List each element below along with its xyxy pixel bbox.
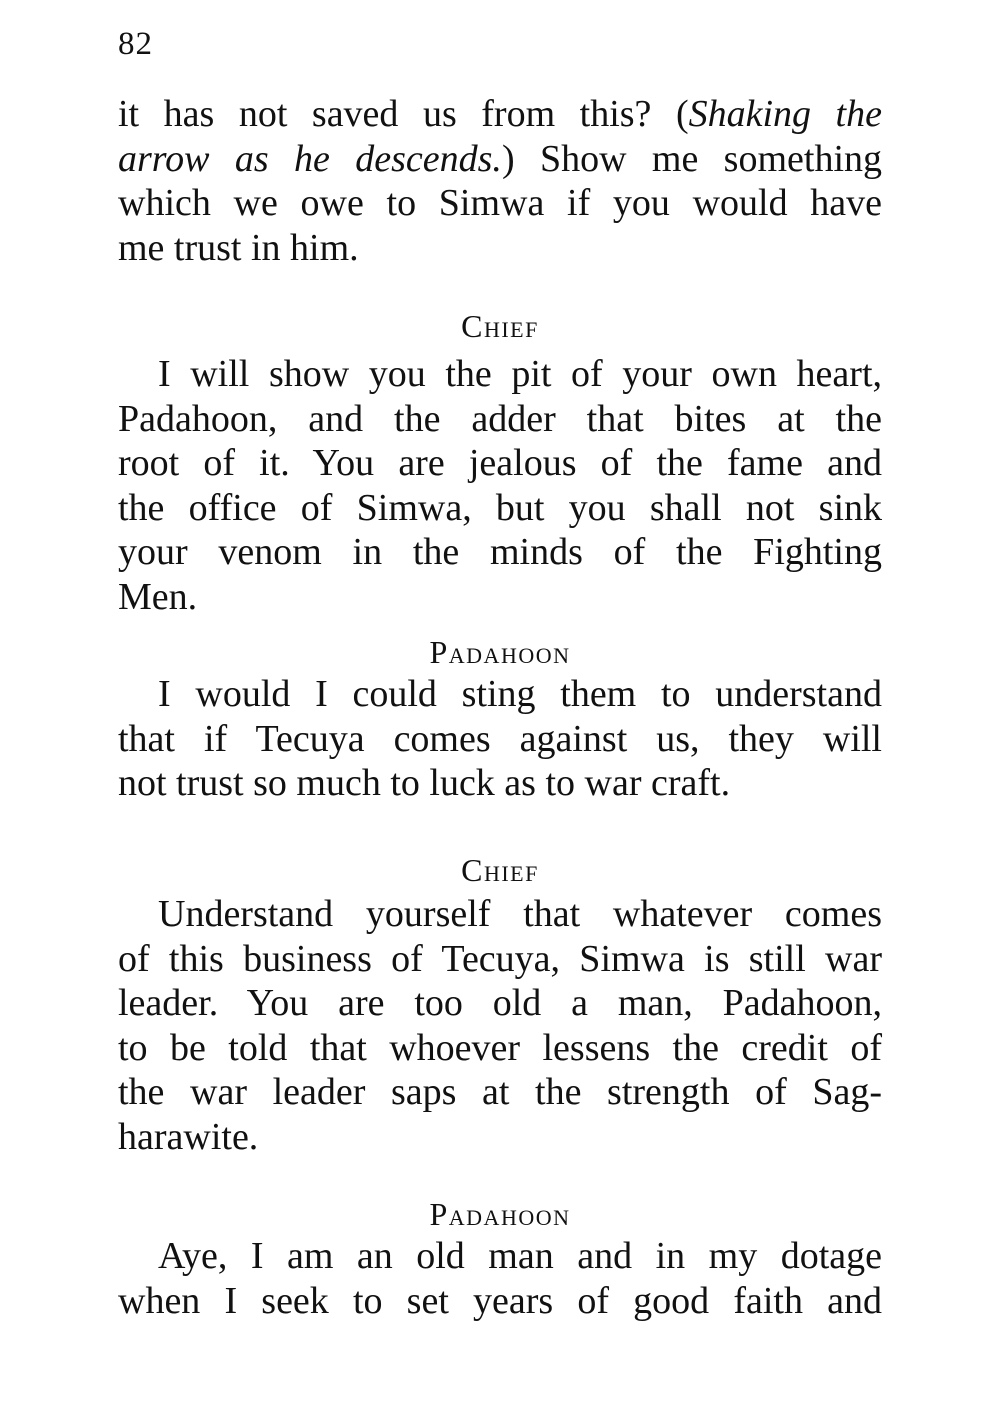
text-line: it has not saved us from this? (Shaking the: [118, 93, 882, 135]
text-line: that if Tecuya comes against us, they will: [118, 717, 882, 760]
text-line: leader. You are too old a man, Padahoon,: [118, 982, 882, 1024]
text-line: me trust in him.: [118, 226, 359, 269]
text-line: Padahoon, and the adder that bites at the: [118, 397, 882, 440]
text-line: harawite.: [118, 1115, 259, 1158]
page-number: 82: [118, 26, 153, 62]
speaker-heading: Padahoon: [429, 634, 571, 670]
paragraph: [118, 352, 882, 619]
paragraph: [118, 892, 882, 1159]
text-line: when I seek to set years of good faith and: [118, 1279, 882, 1322]
text-line: not trust so much to luck as to war craft.: [118, 762, 731, 804]
text-line: root of it. You are jealous of the fame and: [118, 442, 882, 484]
paragraph: [118, 92, 882, 270]
stage-direction: Shaking the: [688, 93, 882, 135]
text-line: Understand yourself that whatever comes: [158, 893, 882, 935]
paragraph: [118, 1234, 882, 1323]
speaker-heading: Chief: [461, 308, 539, 344]
text-line: which we owe to Simwa if you would have: [118, 182, 882, 224]
speaker-heading: Padahoon: [429, 1196, 571, 1232]
text-line: Aye, I am an old man and in my dotage: [158, 1235, 882, 1277]
text-line: the war leader saps at the strength of Sag-: [118, 1071, 882, 1113]
text-line: to be told that whoever lessens the credit of: [118, 1026, 882, 1069]
text-line: Men.: [118, 575, 198, 618]
text-line: I would I could sting them to understand: [158, 673, 882, 715]
speaker-heading: Chief: [461, 852, 539, 888]
text-line: of this business of Tecuya, Simwa is still war: [118, 937, 882, 980]
text-line: arrow as he descends.) Show me something: [118, 137, 883, 180]
paragraph: [118, 672, 882, 806]
text-line: I will show you the pit of your own heart,: [158, 353, 882, 395]
stage-direction: arrow as he descends.: [118, 137, 502, 180]
text-line: your venom in the minds of the Fighting: [118, 531, 882, 573]
text-line: the office of Simwa, but you shall not sink: [118, 486, 882, 529]
